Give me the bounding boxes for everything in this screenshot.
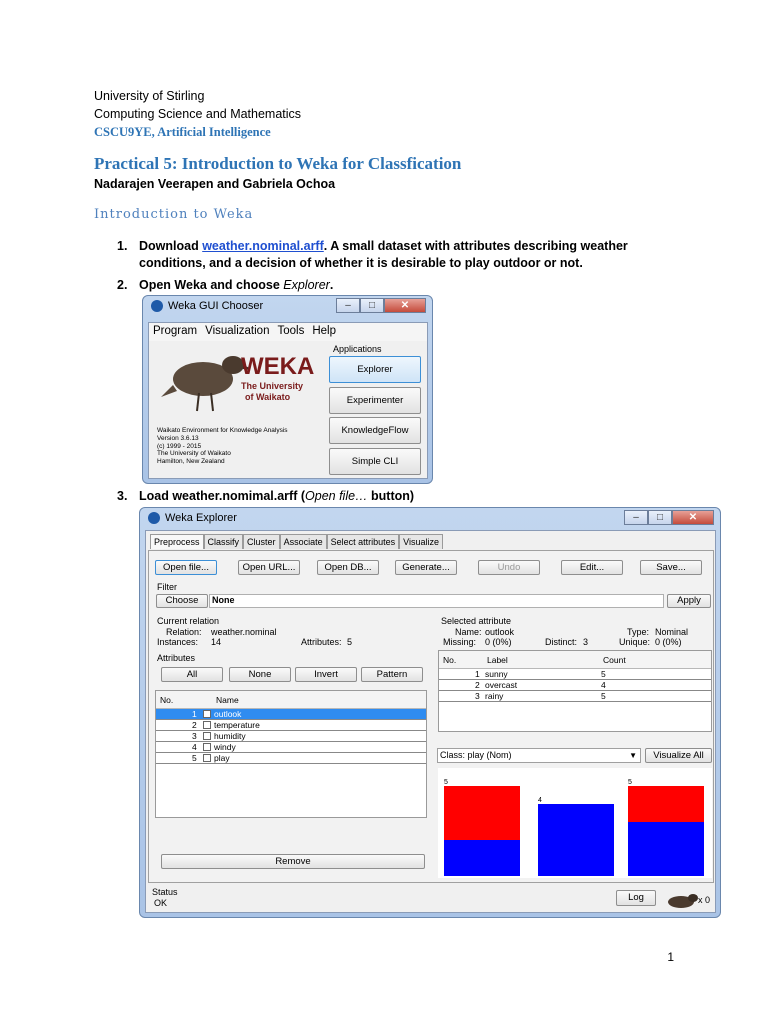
weka-bird-icon xyxy=(159,345,249,415)
window-title: Weka Explorer xyxy=(165,512,237,524)
sel-unique-label: Unique: xyxy=(619,637,651,647)
info-line: Waikato Environment for Knowledge Analysis xyxy=(157,427,288,434)
table-row[interactable] xyxy=(156,753,426,764)
row-count: 5 xyxy=(601,669,606,679)
sel-missing-value: 0 (0%) xyxy=(485,637,512,647)
step-number: 3. xyxy=(117,489,128,503)
menu-visualization[interactable]: Visualization xyxy=(205,325,270,337)
histogram-bar-red xyxy=(444,786,520,840)
step-text-line2: conditions, and a decision of whether it is desirable to play outdoor or not. xyxy=(139,256,583,270)
stats-table xyxy=(438,650,712,732)
row-no: 3 xyxy=(475,691,480,701)
save-button[interactable]: Save... xyxy=(640,560,702,575)
sel-type-value: Nominal xyxy=(655,627,689,637)
experimenter-button[interactable]: Experimenter xyxy=(329,387,421,414)
section-heading: Introduction to Weka xyxy=(94,207,254,222)
histogram-bar-blue xyxy=(538,804,614,876)
status-value: OK xyxy=(154,898,168,908)
sel-missing-label: Missing: xyxy=(443,637,477,647)
histogram-bar-blue xyxy=(628,822,704,876)
step-text: . A small dataset with attributes describing weather xyxy=(323,239,628,253)
header-university: University of Stirling xyxy=(94,89,205,103)
filter-field[interactable]: None xyxy=(209,594,664,608)
applications-label: Applications xyxy=(333,344,382,354)
step-2 xyxy=(117,278,333,292)
attr-pattern-button[interactable]: Pattern xyxy=(361,667,423,682)
col-label: Label xyxy=(487,655,508,665)
row-name: windy xyxy=(214,742,236,752)
close-button[interactable]: ✕ xyxy=(384,298,426,313)
tab-cluster[interactable]: Cluster xyxy=(243,534,280,549)
histogram-bar-blue xyxy=(444,840,520,876)
class-select-value: Class: play (Nom) xyxy=(440,750,512,760)
generate-button[interactable]: Generate... xyxy=(395,560,457,575)
choose-filter-button[interactable]: Choose xyxy=(156,594,208,608)
weka-app-icon xyxy=(148,512,160,524)
step-italic: Explorer xyxy=(283,278,330,292)
tab-classify[interactable]: Classify xyxy=(204,534,244,549)
weka-app-icon xyxy=(151,300,163,312)
knowledgeflow-button[interactable]: KnowledgeFlow xyxy=(329,417,421,444)
row-count: 5 xyxy=(601,691,606,701)
row-label: rainy xyxy=(485,691,504,701)
info-line: Version 3.6.13 xyxy=(157,434,199,442)
university-text: The University xyxy=(241,381,304,391)
tab-preprocess[interactable]: Preprocess xyxy=(150,534,204,549)
row-no: 4 xyxy=(192,742,197,752)
chooser-info xyxy=(157,427,288,466)
table-row[interactable] xyxy=(156,720,426,731)
sel-unique-value: 0 (0%) xyxy=(655,637,682,647)
step-number: 2. xyxy=(117,278,128,292)
col-no: No. xyxy=(160,695,174,705)
row-name: play xyxy=(214,753,230,763)
menu-program[interactable]: Program xyxy=(153,325,198,337)
preprocess-panel xyxy=(148,550,714,883)
tab-associate[interactable]: Associate xyxy=(280,534,327,549)
table-row[interactable] xyxy=(156,742,426,753)
step-text: Open Weka and choose xyxy=(139,278,284,292)
chevron-down-icon: ▼ xyxy=(629,751,637,760)
row-checkbox[interactable] xyxy=(203,721,211,729)
row-name: humidity xyxy=(214,731,246,741)
filter-label: Filter xyxy=(157,582,177,592)
apply-button[interactable]: Apply xyxy=(667,594,711,608)
table-row[interactable] xyxy=(156,731,426,742)
log-button[interactable]: Log xyxy=(616,890,656,906)
relation-value: weather.nominal xyxy=(211,627,277,637)
info-line: The University of Waikato xyxy=(157,450,231,458)
weka-logo-text: WEKA xyxy=(241,353,315,380)
histogram-panel xyxy=(438,768,712,878)
explorer-window xyxy=(139,507,721,918)
class-select[interactable] xyxy=(437,748,641,763)
row-checkbox[interactable] xyxy=(203,710,211,718)
stats-table-header xyxy=(439,651,711,669)
histogram-bar-red xyxy=(628,786,704,822)
step-text: Download xyxy=(139,239,203,253)
chooser-client xyxy=(148,322,428,479)
instances-value: 14 xyxy=(211,637,222,647)
undo-button[interactable]: Undo xyxy=(478,560,540,575)
maximize-button[interactable]: □ xyxy=(648,510,672,525)
window-title: Weka GUI Chooser xyxy=(168,300,264,312)
attributes-count-value: 5 xyxy=(347,637,353,647)
col-no: No. xyxy=(443,655,457,665)
row-checkbox[interactable] xyxy=(203,754,211,762)
table-row[interactable] xyxy=(439,669,711,680)
chooser-menubar xyxy=(149,323,427,341)
attr-all-button[interactable]: All xyxy=(161,667,223,682)
col-name: Name xyxy=(216,695,239,705)
explorer-tabs xyxy=(150,534,443,549)
open-file-button[interactable]: Open file... xyxy=(155,560,217,575)
step-text: . xyxy=(329,278,334,292)
col-count: Count xyxy=(603,655,626,665)
row-no: 5 xyxy=(192,753,197,763)
menu-help[interactable]: Help xyxy=(312,325,336,337)
minimize-button[interactable]: – xyxy=(624,510,648,525)
dataset-link[interactable]: weather.nominal.arff xyxy=(202,239,324,253)
table-row[interactable] xyxy=(439,691,711,702)
row-checkbox[interactable] xyxy=(203,743,211,751)
explorer-client xyxy=(145,530,716,913)
info-line: (c) 1999 - 2015 xyxy=(157,442,202,450)
histogram-chart xyxy=(438,768,712,878)
step-number: 1. xyxy=(117,239,128,253)
info-line: Hamilton, New Zealand xyxy=(157,458,225,466)
simple-cli-button[interactable]: Simple CLI xyxy=(329,448,421,475)
instances-label: Instances: xyxy=(157,637,199,647)
edit-button[interactable]: Edit... xyxy=(561,560,623,575)
step-3 xyxy=(117,489,414,503)
header-department: Computing Science and Mathematics xyxy=(94,107,302,121)
step-text: Load weather.nomimal.arff ( xyxy=(139,489,306,503)
row-name: outlook xyxy=(214,709,242,719)
row-no: 2 xyxy=(192,720,197,730)
header-course: CSCU9YE, Artificial Intelligence xyxy=(94,125,271,139)
table-row[interactable] xyxy=(439,680,711,691)
task-count: x 0 xyxy=(698,895,711,905)
histogram-bar-label: 5 xyxy=(628,779,632,786)
step-text: button) xyxy=(367,489,415,503)
sel-name-label: Name: xyxy=(455,627,482,637)
row-no: 1 xyxy=(475,669,480,679)
visualize-all-button[interactable]: Visualize All xyxy=(645,748,712,763)
attributes-count-label: Attributes: xyxy=(301,637,342,647)
authors: Nadarajen Veerapen and Gabriela Ochoa xyxy=(94,177,336,191)
explorer-button[interactable]: Explorer xyxy=(329,356,421,383)
relation-label: Relation: xyxy=(166,627,202,637)
maximize-button[interactable]: □ xyxy=(360,298,384,313)
attr-invert-button[interactable]: Invert xyxy=(295,667,357,682)
attributes-table-header xyxy=(156,691,426,709)
histogram-bar-label: 4 xyxy=(538,797,542,804)
tab-select-attributes[interactable]: Select attributes xyxy=(327,534,400,549)
table-row[interactable] xyxy=(156,709,426,720)
row-label: overcast xyxy=(485,680,518,690)
attributes-group-label: Attributes xyxy=(157,653,196,663)
attributes-table xyxy=(155,690,427,818)
row-no: 3 xyxy=(192,731,197,741)
row-checkbox[interactable] xyxy=(203,732,211,740)
remove-button[interactable]: Remove xyxy=(161,854,425,869)
sel-distinct-label: Distinct: xyxy=(545,637,578,647)
minimize-button[interactable]: – xyxy=(336,298,360,313)
open-db-button[interactable]: Open DB... xyxy=(317,560,379,575)
gui-chooser-window xyxy=(142,295,433,484)
menu-tools[interactable]: Tools xyxy=(277,325,305,337)
status-label: Status xyxy=(152,887,178,897)
histogram-bar-label: 5 xyxy=(444,779,448,786)
row-no: 2 xyxy=(475,680,480,690)
current-relation-label: Current relation xyxy=(157,616,220,626)
sel-type-label: Type: xyxy=(627,627,650,637)
sel-distinct-value: 3 xyxy=(583,637,589,647)
row-count: 4 xyxy=(601,680,606,690)
selected-attribute-label: Selected attribute xyxy=(441,616,512,626)
step-1 xyxy=(117,239,677,270)
tab-visualize[interactable]: Visualize xyxy=(399,534,443,549)
page-number: 1 xyxy=(667,950,674,964)
university-text-2: of Waikato xyxy=(245,392,291,402)
row-no: 1 xyxy=(192,709,197,719)
row-label: sunny xyxy=(485,669,508,679)
attr-none-button[interactable]: None xyxy=(229,667,291,682)
weka-bird-status-icon xyxy=(661,893,701,909)
step-italic: Open file… xyxy=(305,489,368,503)
sel-name-value: outlook xyxy=(485,627,515,637)
open-url-button[interactable]: Open URL... xyxy=(238,560,300,575)
close-button[interactable]: ✕ xyxy=(672,510,714,525)
page-title: Practical 5: Introduction to Weka for Classfication xyxy=(94,154,462,173)
row-name: temperature xyxy=(214,720,260,730)
